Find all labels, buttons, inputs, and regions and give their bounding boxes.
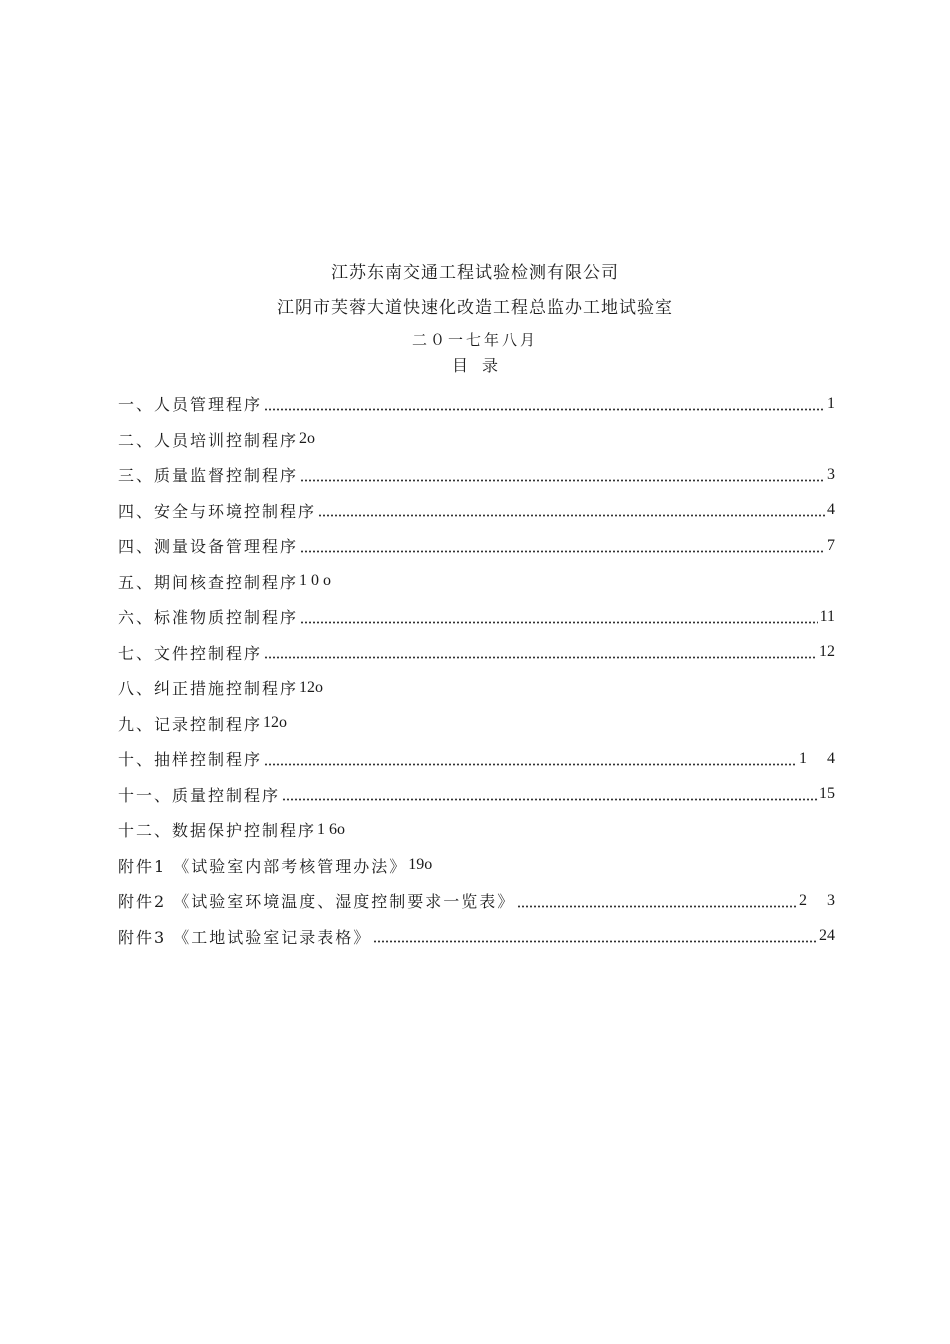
toc-entry[interactable] <box>118 883 843 919</box>
toc-entry-page: 1 4 <box>799 749 843 767</box>
toc-entry[interactable] <box>118 386 835 422</box>
toc-entry[interactable] <box>118 422 835 458</box>
toc-entry[interactable] <box>118 599 835 635</box>
toc-entry[interactable] <box>118 493 835 529</box>
toc-entry-label: 五、期间核查控制程序 <box>118 572 299 592</box>
toc-entry[interactable] <box>118 564 835 600</box>
toc-entry[interactable] <box>118 457 835 493</box>
dot-leader <box>318 502 825 518</box>
toc-entry-label: 四、测量设备管理程序 <box>118 537 299 557</box>
toc-entry[interactable] <box>118 635 835 671</box>
toc-entry-label: 十一、质量控制程序 <box>118 785 281 805</box>
toc-entry-label: 一、人员管理程序 <box>118 395 263 415</box>
toc-entry-page: 3 <box>827 465 835 483</box>
toc-entry-page: 12 <box>819 643 835 661</box>
toc-entry-page: 19o <box>408 856 433 874</box>
dot-leader <box>517 893 797 909</box>
toc-title: 目录 <box>451 356 512 375</box>
dot-leader <box>264 751 797 767</box>
toc-entry-label: 九、记录控制程序 <box>118 714 263 734</box>
toc-entry-page: 12o <box>263 714 288 732</box>
toc-entry-page: 7 <box>827 536 835 554</box>
dot-leader <box>264 396 825 412</box>
toc-entry-label: 七、文件控制程序 <box>118 643 263 663</box>
dot-leader <box>300 609 818 625</box>
toc-entry[interactable] <box>118 812 835 848</box>
toc-entry[interactable] <box>118 919 835 955</box>
toc-entry-page: 2 3 <box>799 891 843 909</box>
toc-entry-page: 1 6o <box>317 820 346 838</box>
table-of-contents <box>118 386 843 954</box>
document-date: 二０一七年八月 <box>411 331 538 349</box>
dot-leader <box>300 538 825 554</box>
toc-entry-label: 附件1 《试验室内部考核管理办法》 <box>118 856 408 876</box>
toc-entry-label: 十二、数据保护控制程序 <box>118 821 317 841</box>
toc-entry[interactable] <box>118 741 843 777</box>
toc-entry-page: 1 0 o <box>299 572 332 590</box>
toc-entry-label: 十、抽样控制程序 <box>118 750 263 770</box>
toc-entry-page: 12o <box>299 678 324 696</box>
company-name: 江苏东南交通工程试验检测有限公司 <box>331 263 619 283</box>
dot-leader <box>373 928 817 944</box>
toc-entry-label: 四、安全与环境控制程序 <box>118 501 317 521</box>
toc-entry-page: 15 <box>819 785 835 803</box>
toc-entry-page: 2o <box>299 430 316 448</box>
toc-entry-page: 24 <box>819 927 835 945</box>
toc-entry[interactable] <box>118 528 835 564</box>
toc-entry-page: 4 <box>827 501 835 519</box>
toc-entry-page: 1 <box>827 394 835 412</box>
toc-entry[interactable] <box>118 848 835 884</box>
toc-entry-label: 附件3 《工地试验室记录表格》 <box>118 927 372 947</box>
toc-entry-label: 八、纠正措施控制程序 <box>118 679 299 699</box>
toc-entry-label: 三、质量监督控制程序 <box>118 466 299 486</box>
toc-entry[interactable] <box>118 777 835 813</box>
toc-entry[interactable] <box>118 706 835 742</box>
toc-entry-label: 二、人员培训控制程序 <box>118 430 299 450</box>
dot-leader <box>282 786 817 802</box>
toc-entry-label: 六、标准物质控制程序 <box>118 608 299 628</box>
toc-entry-label: 附件2 《试验室环境温度、湿度控制要求一览表》 <box>118 892 516 912</box>
toc-entry[interactable] <box>118 670 835 706</box>
dot-leader <box>264 644 817 660</box>
toc-entry-page: 11 <box>819 607 835 625</box>
site-name: 江阴市芙蓉大道快速化改造工程总监办工地试验室 <box>277 298 673 318</box>
dot-leader <box>300 467 825 483</box>
